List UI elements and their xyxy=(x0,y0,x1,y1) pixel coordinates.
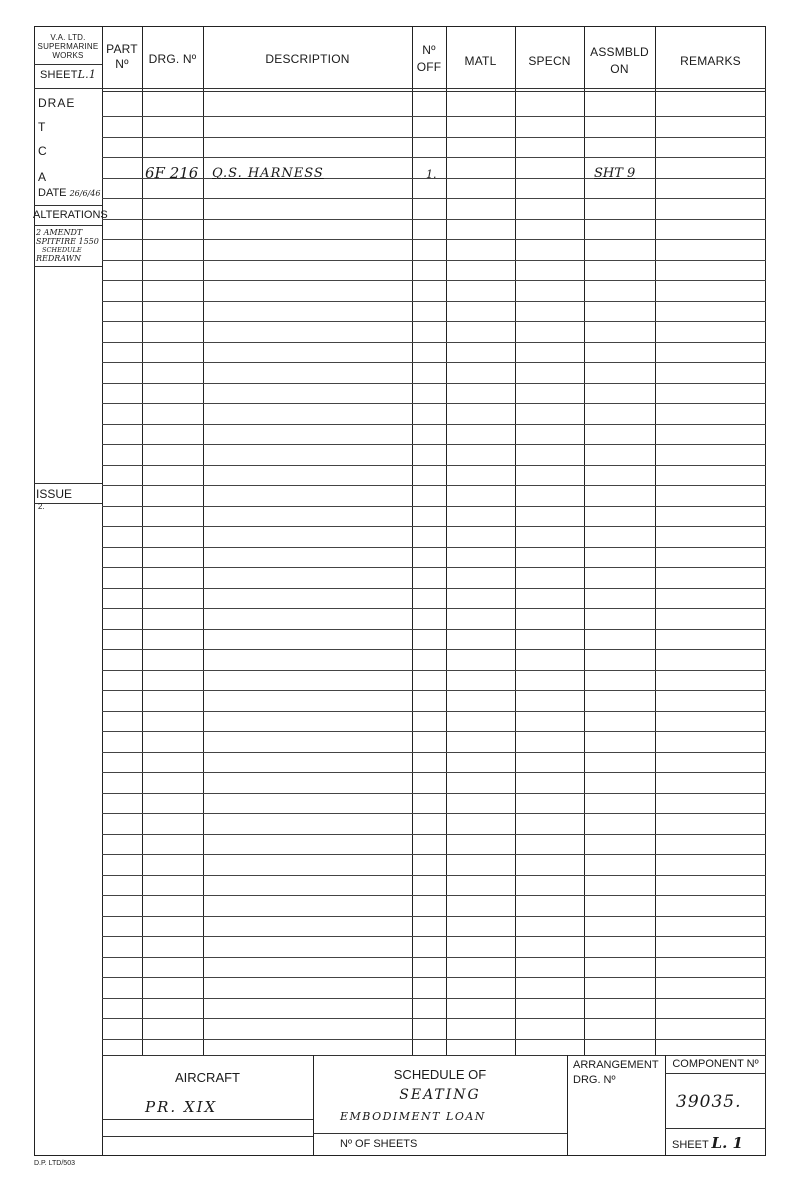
table-row-rule xyxy=(102,608,766,609)
table-row-rule xyxy=(102,424,766,425)
col-header-specn: SPECN xyxy=(528,54,571,68)
no-of-sheets-label: Nº OF SHEETS xyxy=(340,1138,418,1150)
sidebar-alterations: ALTERATIONS xyxy=(33,209,108,221)
table-row-rule xyxy=(102,280,766,281)
col-divider-part xyxy=(142,26,143,1056)
sidebar-sheet xyxy=(34,68,102,81)
assmbld-label-1: ASSMBLD xyxy=(590,45,649,59)
schedule-of-label: SCHEDULE OF xyxy=(393,1067,487,1082)
entry-drg-no: 6F 216 xyxy=(145,164,199,182)
form-code: D.P. LTD/503 xyxy=(34,1160,75,1167)
component-value: 39035. xyxy=(676,1092,742,1112)
sidebar-rule-sheet xyxy=(34,64,102,65)
sheet-border xyxy=(34,26,766,1156)
sidebar-issue-value: 2. xyxy=(38,502,45,511)
date-label: DATE xyxy=(38,187,67,199)
header-rule-2 xyxy=(102,91,766,92)
no-off-label-1: Nº xyxy=(422,43,436,57)
no-off-label-2: OFF xyxy=(416,60,442,74)
entry-assmbld-on: SHT 9 xyxy=(594,166,636,181)
table-row-rule xyxy=(102,957,766,958)
sidebar-issue: ISSUE xyxy=(36,487,73,501)
sidebar-a: A xyxy=(38,170,47,184)
table-row-rule xyxy=(102,875,766,876)
col-header-remarks: REMARKS xyxy=(680,54,741,68)
table-row-rule xyxy=(102,670,766,671)
sidebar-drae: DRAE xyxy=(38,96,76,110)
table-row-rule xyxy=(102,1018,766,1019)
table-row-rule xyxy=(102,854,766,855)
table-row-rule xyxy=(102,506,766,507)
footer-sheet xyxy=(672,1134,743,1152)
aircraft-value: PR. XIX xyxy=(145,1098,218,1116)
table-row-rule xyxy=(102,260,766,261)
footer-top-rule xyxy=(102,1055,766,1056)
footer-component-rule xyxy=(665,1073,766,1074)
table-row-rule xyxy=(102,362,766,363)
table-row-rule xyxy=(102,936,766,937)
table-row-rule xyxy=(102,916,766,917)
table-row-rule xyxy=(102,485,766,486)
table-row-rule xyxy=(102,342,766,343)
col-divider-matl xyxy=(515,26,516,1056)
sidebar-c: C xyxy=(38,144,47,158)
sidebar-t: T xyxy=(38,120,46,134)
assmbld-label-2: ON xyxy=(610,62,629,76)
table-row-rule xyxy=(102,198,766,199)
sidebar-rule-alt-entry xyxy=(34,266,102,267)
sidebar-rule-alterations-bottom xyxy=(34,225,102,226)
header-rule xyxy=(102,88,766,89)
col-divider-desc xyxy=(412,26,413,1056)
footer-divider-3 xyxy=(665,1055,666,1156)
footer-component-rule-2 xyxy=(665,1128,766,1129)
arrangement-drg-label: DRG. Nº xyxy=(573,1074,616,1086)
company-name xyxy=(34,33,102,60)
table-row-rule xyxy=(102,998,766,999)
alteration-note xyxy=(36,229,99,263)
alteration-line-3: SCHEDULE xyxy=(42,246,82,254)
part-no-label: Nº xyxy=(115,57,129,71)
sheet-label: SHEET xyxy=(39,69,78,81)
schedule-subtitle: EMBODIMENT LOAN xyxy=(340,1110,486,1123)
footer-aircraft-rule xyxy=(102,1119,313,1120)
table-row-rule xyxy=(102,690,766,691)
table-row-rule xyxy=(102,239,766,240)
table-row-rule xyxy=(102,219,766,220)
table-row-rule xyxy=(102,137,766,138)
table-row-rule xyxy=(102,629,766,630)
alteration-line-4: REDRAWN xyxy=(36,253,81,263)
col-header-part-no xyxy=(102,42,142,72)
footer-aircraft-rule-2 xyxy=(102,1136,313,1137)
table-row-rule xyxy=(102,526,766,527)
footer-sheet-label: SHEET xyxy=(672,1139,709,1151)
col-divider-assmbld xyxy=(655,26,656,1056)
table-row-rule xyxy=(102,321,766,322)
table-row-rule xyxy=(102,301,766,302)
table-row-rule xyxy=(102,588,766,589)
footer-sheet-value: L. 1 xyxy=(711,1134,743,1152)
table-row-rule xyxy=(102,752,766,753)
col-header-description: DESCRIPTION xyxy=(265,52,350,66)
company-line-3: WORKS xyxy=(52,51,84,60)
sheet-value: L.1 xyxy=(77,68,97,81)
table-row-rule xyxy=(102,731,766,732)
table-row-rule xyxy=(102,711,766,712)
footer-sheets-rule xyxy=(313,1133,567,1134)
arrangement-label: ARRANGEMENT xyxy=(573,1059,659,1071)
table-row-rule xyxy=(102,834,766,835)
company-line-1: V.A. LTD. xyxy=(50,33,86,42)
component-label: COMPONENT Nº xyxy=(672,1058,759,1070)
table-row-rule xyxy=(102,895,766,896)
table-row-rule xyxy=(102,772,766,773)
table-row-rule xyxy=(102,977,766,978)
aircraft-label: AIRCRAFT xyxy=(175,1070,240,1085)
col-divider-spec xyxy=(584,26,585,1056)
col-divider-left-margin xyxy=(102,26,103,1156)
col-divider-drg xyxy=(203,26,204,1056)
table-row-rule xyxy=(102,813,766,814)
table-row-rule xyxy=(102,465,766,466)
col-header-no-off xyxy=(412,42,446,76)
table-row-rule xyxy=(102,547,766,548)
entry-description: Q.S. HARNESS xyxy=(212,166,324,181)
date-value: 26/6/46 xyxy=(69,189,101,198)
sidebar-rule-header xyxy=(34,88,102,89)
entry-no-off: 1. xyxy=(426,168,437,181)
table-row-rule xyxy=(102,116,766,117)
alteration-line-1: 2 AMENDT xyxy=(36,228,83,237)
col-header-assmbld xyxy=(584,44,655,78)
table-row-rule xyxy=(102,403,766,404)
table-row-rule xyxy=(102,793,766,794)
table-row-rule xyxy=(102,383,766,384)
company-line-2: SUPERMARINE xyxy=(37,42,99,51)
col-header-drg-no: DRG. Nº xyxy=(148,52,197,66)
table-row-rule xyxy=(102,649,766,650)
part-label: PART xyxy=(106,42,138,56)
schedule-title: SEATING xyxy=(399,1087,481,1103)
sidebar-rule-issue-top xyxy=(34,483,102,484)
sidebar-rule-alterations-top xyxy=(34,205,102,206)
table-row-rule xyxy=(102,157,766,158)
table-row-rule xyxy=(102,444,766,445)
footer-divider-2 xyxy=(567,1055,568,1156)
table-row-rule xyxy=(102,567,766,568)
sidebar-date xyxy=(38,187,100,199)
alteration-line-2: SPITFIRE 1550 xyxy=(36,236,99,246)
table-row-rule xyxy=(102,1039,766,1040)
col-header-matl: MATL xyxy=(464,54,497,68)
col-divider-off xyxy=(446,26,447,1056)
